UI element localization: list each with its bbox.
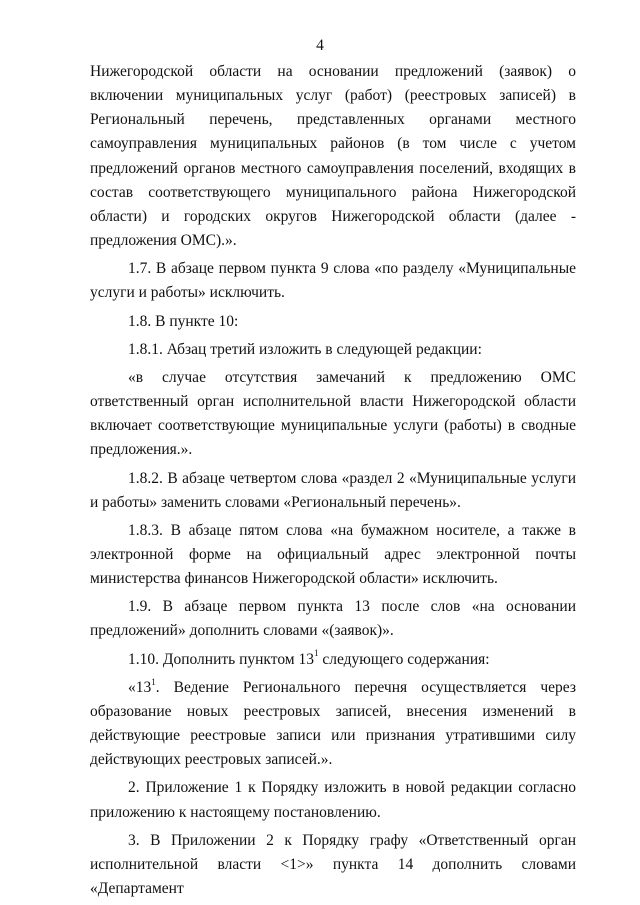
paragraph-1-7: 1.7. В абзаце первом пункта 9 слова «по разделу «Муниципальные услуги и работы» исключить. xyxy=(90,260,576,302)
paragraph-1-9: 1.9. В абзаце первом пункта 13 после слов «на основании предложений» дополнить словами «(заявок)». xyxy=(90,598,576,640)
superscript-mark: 1 xyxy=(151,676,156,687)
paragraph-2: 2. Приложение 1 к Порядку изложить в новой редакции согласно приложению к настоящему постановлению. xyxy=(90,779,576,821)
paragraph-1-8: 1.8. В пункте 10: xyxy=(128,312,239,330)
paragraph-continuation: Нижегородской области на основании предложений (заявок) о включении муниципальных услуг (работ) (реестровых записей) в Региональный перечень, представленных органами местного самоуправления муниципальных районов (в том числе с учетом предложений органов местного самоуправления поселений, входящих в состав соответствующего муниципального района Нижегородской области) и городских округов Нижегородской области (далее - предложения ОМС).». xyxy=(90,63,576,250)
paragraph-1-10-lead: 1.10. Дополнить пунктом 13 xyxy=(128,650,314,668)
paragraph-13-1-lead: «13 xyxy=(128,678,152,696)
superscript-mark: 1 xyxy=(313,648,319,659)
paragraph-13-1-tail: . Ведение Регионального перечня осуществляется через образование новых реестровых записей, внесения изменений в действующие реестровые записи или признания утратившими силу действующих реестровых записей.». xyxy=(90,678,576,769)
document-body xyxy=(90,60,576,901)
paragraph-1-10 xyxy=(90,648,576,672)
paragraph-1-8-1: 1.8.1. Абзац третий изложить в следующей редакции: xyxy=(128,340,482,358)
paragraph-quote-new-text: «в случае отсутствия замечаний к предложению ОМС ответственный орган исполнительной власти Нижегородской области включает соответствующие муниципальные услуги (работы) в сводные предложения.». xyxy=(90,368,576,459)
page-number: 4 xyxy=(316,37,324,54)
paragraph-1-8-3: 1.8.3. В абзаце пятом слова «на бумажном носителе, а также в электронной форме на официальный адрес электронной почты министерства финансов Нижегородской области» исключить. xyxy=(90,521,576,588)
paragraph-1-8-2: 1.8.2. В абзаце четвертом слова «раздел 2 «Муниципальные услуги и работы» заменить словами «Региональный перечень». xyxy=(90,469,576,511)
paragraph-quote-13-1 xyxy=(90,676,576,773)
paragraph-3: 3. В Приложении 2 к Порядку графу «Ответственный орган исполнительной власти <1>» пункта 14 дополнить словами «Департамент xyxy=(90,831,576,897)
paragraph-1-10-tail: следующего содержания: xyxy=(318,650,490,668)
